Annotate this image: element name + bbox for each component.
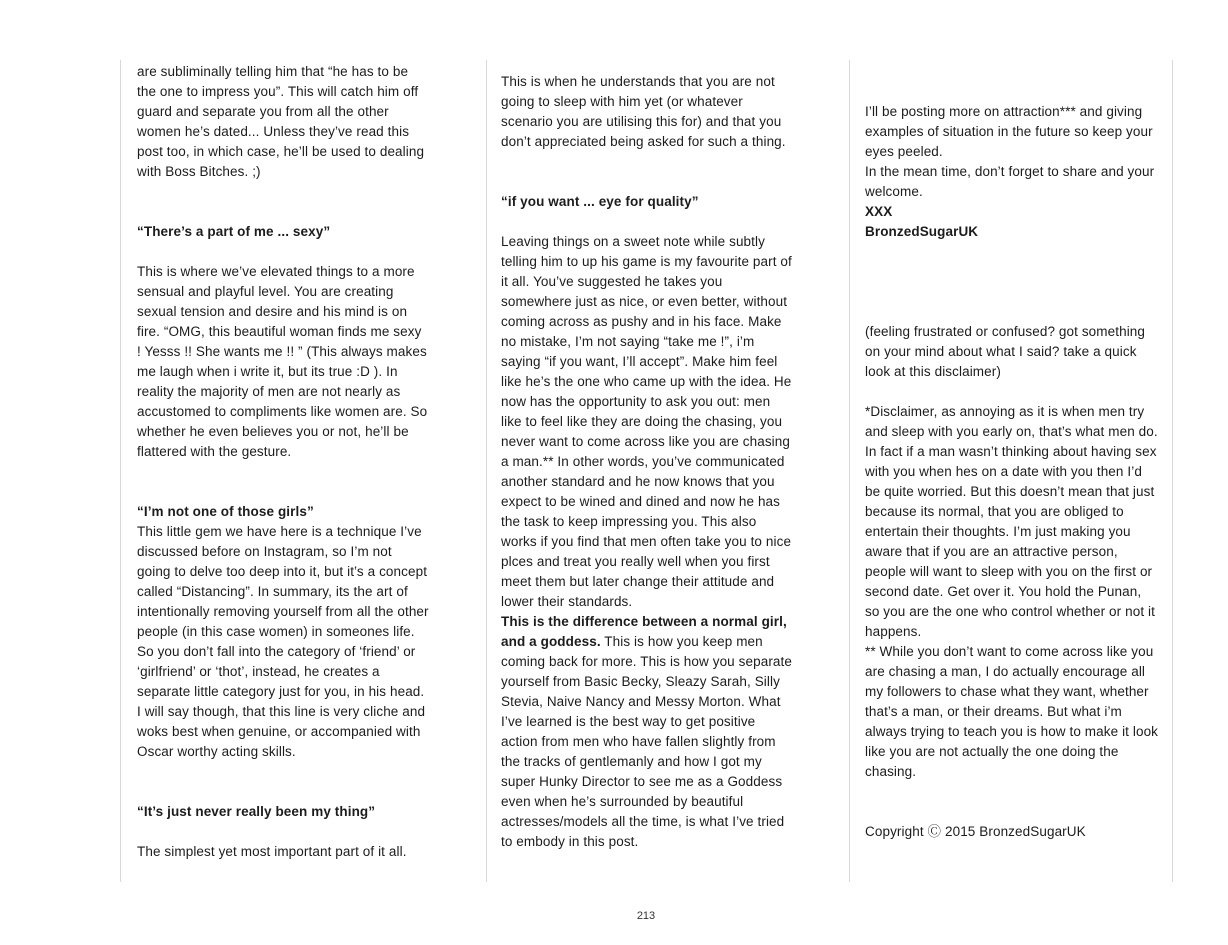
section-heading: “There’s a part of me ... sexy” xyxy=(137,224,331,239)
paragraph-spacer xyxy=(865,242,1159,322)
paragraph-spacer xyxy=(137,822,429,842)
paragraph: *Disclaimer, as annoying as it is when men try and sleep with you early on, that’s what men do. In fact if a man wasn’t thinking about having sex with you when hes on a date with you then I’d be quite worried. But this doesn’t mean that just because its normal, that you are obliged to entertain their thoughts. I’m just making you aware that if you are an attractive person, people will want to sleep with you on the first or second date. Get over it. You hold the Punan, so you are the one who control whether or not it happens. xyxy=(865,404,1158,639)
paragraph: This little gem we have here is a technique I’ve discussed before on Instagram, so I’m not going to delve too deep into it, but it’s a concept called “Distancing”. In summary, its the art of intentionally removing yourself from all the other people (in this case women) in someones life. So you don’t fall into the category of ‘friend’ or ‘girlfriend’ or ‘thot’, instead, he creates a separate little category just for you, in his head. I will say though, that this line is very cliche and woks best when genuine, or accompanied with Oscar worthy acting skills. xyxy=(137,524,429,759)
paragraph: The simplest yet most important part of it all. xyxy=(137,844,407,859)
paragraph-bold-lead: This is the difference between a normal girl, and a goddess. xyxy=(501,614,787,649)
text-column-left xyxy=(137,62,429,862)
paragraph: This is when he understands that you are not going to sleep with him yet (or whatever scenario you are utilising this for) and that you don’t appreciated being asked for such a thing. xyxy=(501,74,786,149)
paragraph: (feeling frustrated or confused? got something on your mind about what I said? take a quick look at this disclaimer) xyxy=(865,324,1146,379)
paragraph: are subliminally telling him that “he has to be the one to impress you”. This will catch him off guard and separate you from all the other women he’s dated... Unless they’ve read this post too, in which case, he’ll be used to dealing with Boss Bitches. ;) xyxy=(137,64,425,179)
paragraph-spacer xyxy=(501,152,794,192)
paragraph-spacer xyxy=(865,782,1159,822)
column-divider xyxy=(849,60,850,882)
column-divider xyxy=(486,60,487,882)
section-heading: “It’s just never really been my thing” xyxy=(137,804,376,819)
text-column-right xyxy=(865,102,1159,842)
section-heading: “I’m not one of those girls” xyxy=(137,504,314,519)
paragraph: BronzedSugarUK xyxy=(865,224,979,239)
paragraph-spacer xyxy=(501,212,794,232)
page-number: 213 xyxy=(636,910,656,922)
column-divider xyxy=(1172,60,1173,882)
paragraph: Copyright Ⓒ 2015 BronzedSugarUK xyxy=(865,824,1086,839)
paragraph: This is the difference between a normal girl, and a goddess. This is how you keep men coming back for more. This is how you separate yourself from Basic Becky, Sleazy Sarah, Silly Stevia, Naive Nancy and Messy Morton. What I’ve learned is the best way to get positive action from men who have fallen slightly from the tracks of gentlemanly and how I got my super Hunky Director to see me as a Goddess even when he’s surrounded by beautiful actresses/models all the time, is what I’ve tried to embody in this post. xyxy=(501,614,792,849)
paragraph: Leaving things on a sweet note while subtly telling him to up his game is my favourite part of it all. You’ve suggested he takes you somewhere just as nice, or even better, without coming across as pushy and in his face. Make no mistake, I’m not saying “take me !”, i’m saying “if you want, I’ll accept”. Make him feel like he’s the one who came up with the idea. He now has the opportunity to ask you out: men like to feel like they are doing the chasing, you never want to come across like you are chasing a man.** In other words, you’ve communicated another standard and he now knows that you expect to be wined and dined and now he has the task to keep impressing you. This also works if you find that men often take you to nice plces and treat you really well when you first meet them but later change their attitude and lower their standards. xyxy=(501,234,792,609)
column-divider xyxy=(120,60,121,882)
paragraph-spacer xyxy=(137,462,429,502)
paragraph-spacer xyxy=(137,242,429,262)
paragraph-spacer xyxy=(137,762,429,802)
paragraph-spacer xyxy=(137,182,429,222)
paragraph: ** While you don’t want to come across like you are chasing a man, I do actually encourage all my followers to chase what they want, whether that’s a man, or their dreams. But what i’m always trying to teach you is how to make it look like you are not actually the one doing the chasing. xyxy=(865,644,1159,779)
text-column-middle xyxy=(501,72,794,852)
paragraph: I’ll be posting more on attraction*** and giving examples of situation in the future so keep your eyes peeled. xyxy=(865,104,1153,159)
paragraph-spacer xyxy=(865,382,1159,402)
paragraph: In the mean time, don’t forget to share and your welcome. xyxy=(865,164,1155,199)
paragraph: XXX xyxy=(865,204,893,219)
paragraph: This is where we’ve elevated things to a more sensual and playful level. You are creating sexual tension and desire and his mind is on fire. “OMG, this beautiful woman finds me sexy ! Yesss !! She wants me !! ” (This always makes me laugh when i write it, but its true :D ). In reality the majority of men are not nearly as accustomed to compliments like women are. So whether he even believes you or not, he’ll be flattered with the gesture. xyxy=(137,264,428,459)
section-heading: “if you want ... eye for quality” xyxy=(501,194,699,209)
